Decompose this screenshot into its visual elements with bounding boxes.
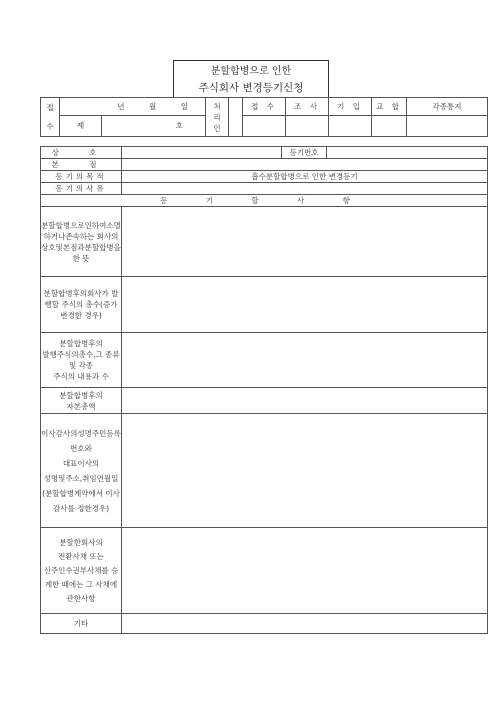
registration-table xyxy=(40,146,488,634)
section-label-merger-company: 분할합병으로인하여소멸하거나존속하는 회사의 상호및본점과분할합병을 한 뜻 xyxy=(41,207,122,277)
receipt-no-je: 제 xyxy=(60,115,102,136)
form-title-line1: 분할합병으로 인한 xyxy=(210,66,292,77)
company-name-value[interactable] xyxy=(122,147,282,159)
section-label-issued-shares: 분할합병후의 발행주식의총수,그 종류 및 각종 주식의 내용과 수 xyxy=(41,333,122,388)
receipt-header-josa: 조 사 xyxy=(286,98,329,116)
receipt-label-jeop: 접 xyxy=(46,103,54,112)
stamp-cell-josa xyxy=(286,115,329,136)
receipt-no-ho: 호 xyxy=(102,115,206,136)
section-value-capital[interactable] xyxy=(122,388,488,414)
receipt-header-gyohap: 교 합 xyxy=(372,98,407,116)
handler-label: 처 리 인 xyxy=(206,98,229,137)
company-name-label: 상 호 xyxy=(41,147,122,159)
head-office-label: 본 점 xyxy=(41,159,122,171)
reason-label: 등기의사유 xyxy=(41,183,122,195)
receipt-label-su: 수 xyxy=(46,122,54,131)
stamp-cell-jeopsu xyxy=(243,115,286,136)
section-label-bonds: 분할한회사의 전환사채 또는 신주인수권부사채를 승계한 때에는 그 사채에 관한사항 xyxy=(41,528,122,614)
section-label-capital: 분할합병후의 자본총액 xyxy=(41,388,122,414)
receipt-header-jeopsu: 접 수 xyxy=(243,98,286,116)
receipt-header-notice: 각종통지 xyxy=(407,98,488,116)
receipt-date: 년 월 일 xyxy=(60,98,206,116)
receipt-label xyxy=(41,98,60,137)
section-label-other: 기타 xyxy=(41,614,122,634)
form-title-line2: 주식회사 변경등기신청 xyxy=(198,82,304,94)
section-value-issued-shares[interactable] xyxy=(122,333,488,388)
section-label-total-shares: 분할합병후의회사가 발행할 주식의 총수(증가변경한 경우) xyxy=(41,277,122,333)
matters-header: 등 기 할 사 항 xyxy=(41,195,488,207)
section-label-directors: 이사감사의성명주민등록번호와 대표이사의 성명및주소,취임연월일(분할합병계약에서 이사감사를 정한경우) xyxy=(41,414,122,528)
head-office-value[interactable] xyxy=(122,159,488,171)
stamp-cell-notice xyxy=(407,115,488,136)
section-value-total-shares[interactable] xyxy=(122,277,488,333)
stamp-cell-gyohap xyxy=(372,115,407,136)
section-value-directors[interactable] xyxy=(122,414,488,528)
receipt-header-giip: 기 입 xyxy=(329,98,372,116)
purpose-label: 등기의목적 xyxy=(41,171,122,183)
reg-no-label: 등기번호 xyxy=(282,147,327,159)
section-value-other[interactable] xyxy=(122,614,488,634)
section-value-merger-company[interactable] xyxy=(122,207,488,277)
reason-value[interactable] xyxy=(122,183,488,195)
purpose-value: 흡수분할합병으로 인한 변경등기 xyxy=(122,171,488,183)
reg-no-value[interactable] xyxy=(327,147,488,159)
form-title xyxy=(173,60,329,98)
stamp-cell-giip xyxy=(329,115,372,136)
receipt-table xyxy=(40,97,488,137)
section-value-bonds[interactable] xyxy=(122,528,488,614)
